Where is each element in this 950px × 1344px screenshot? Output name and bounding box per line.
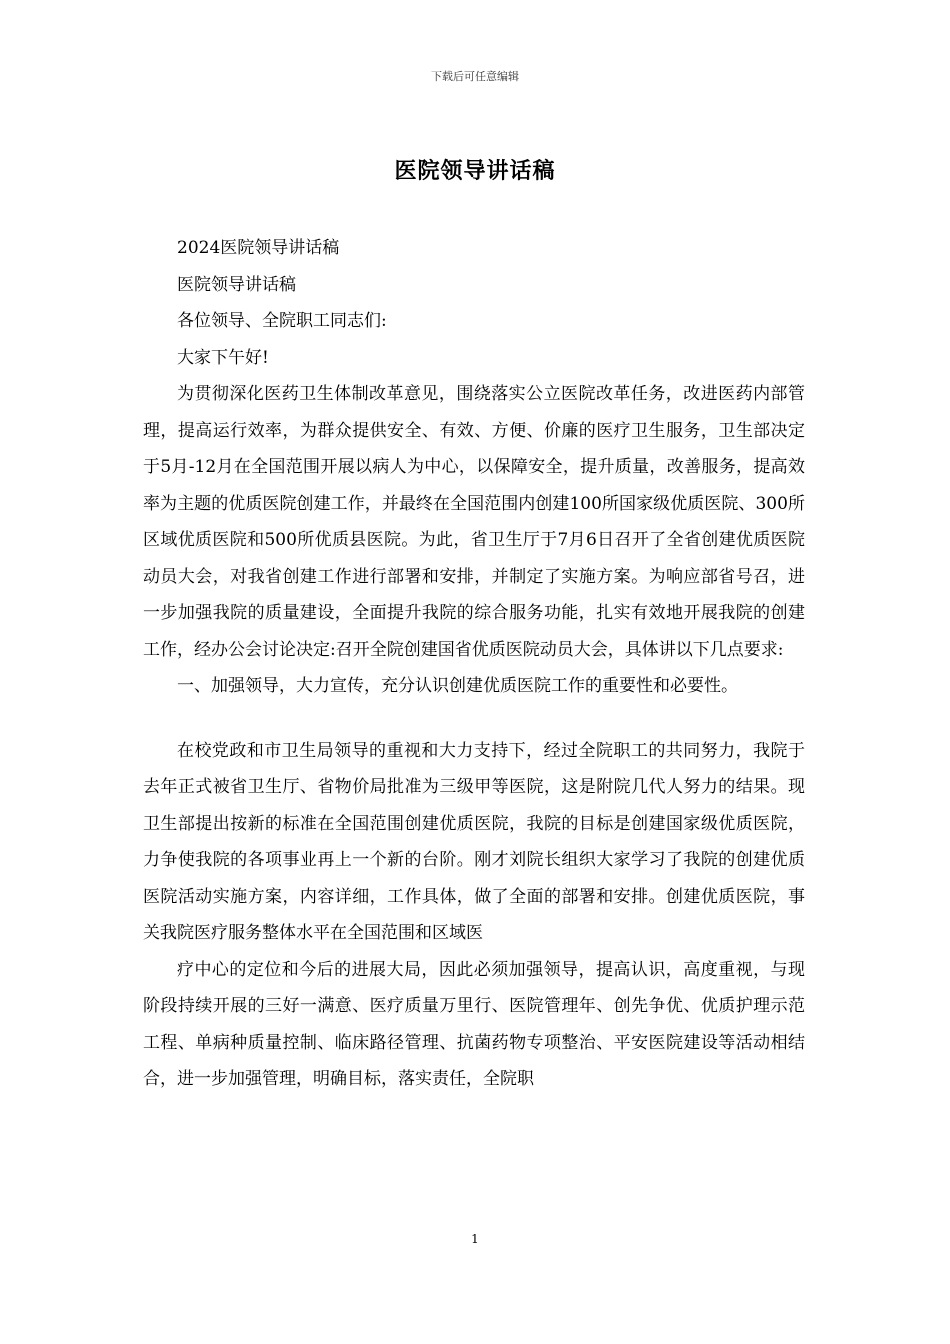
paragraph-salutation: 各位领导、全院职工同志们: — [177, 311, 387, 331]
paragraph-heading: 医院领导讲话稿 — [177, 274, 296, 295]
document-title: 医院领导讲话稿 — [394, 158, 556, 184]
header-note: 下载后可任意编辑 — [431, 70, 519, 83]
page-number: 1 — [471, 1232, 479, 1246]
paragraph-greeting: 大家下午好! — [177, 347, 269, 368]
paragraph-subtitle: 2024医院领导讲话稿 — [177, 238, 340, 258]
paragraph-section-heading: 一、加强领导，大力宣传，充分认识创建优质医院工作的重要性和必要性。 — [177, 676, 738, 696]
document-body — [143, 230, 805, 1098]
paragraph-intro: 为贯彻深化医药卫生体制改革意见，围绕落实公立医院改革任务，改进医药内部管理，提高运行效率，为群众提供安全、有效、方便、价廉的医疗卫生服务，卫生部决定于5月-12月在全国范围开展以病人为中心，以保障安全，提升质量，改善服务，提高效率为主题的优质医院创建工作，并最终在全国范围内创建100所国家级优质医院、300所区域优质医院和500所优质县医院。为此，省卫生厅于7月6日召开了全省创建优质医院动员大会，对我省创建工作进行部署和安排，并制定了实施方案。为响应部省号召，进一步加强我院的质量建设，全面提升我院的综合服务功能，扎实有效地开展我院的创建工作，经办公会讨论决定:召开全院创建国省优质医院动员大会，具体讲以下几点要求: — [143, 384, 805, 660]
paragraph-body: 在校党政和市卫生局领导的重视和大力支持下，经过全院职工的共同努力，我院于去年正式被省卫生厅、省物价局批准为三级甲等医院，这是附院几代人努力的结果。现卫生部提出按新的标准在全国范围创建优质医院，我院的目标是创建国家级优质医院，力争使我院的各项事业再上一个新的台阶。刚才刘院长组织大家学习了我院的创建优质医院活动实施方案，内容详细，工作具体，做了全面的部署和安排。创建优质医院，事关我院医疗服务整体水平在全国范围和区域医 — [143, 740, 805, 943]
paragraph-body: 疗中心的定位和今后的进展大局，因此必须加强领导，提高认识，高度重视，与现阶段持续开展的三好一满意、医疗质量万里行、医院管理年、创先争优、优质护理示范工程、单病种质量控制、临床路径管理、抗菌药物专项整治、平安医院建设等活动相结合，进一步加强管理，明确目标，落实责任，全院职 — [143, 959, 805, 1089]
